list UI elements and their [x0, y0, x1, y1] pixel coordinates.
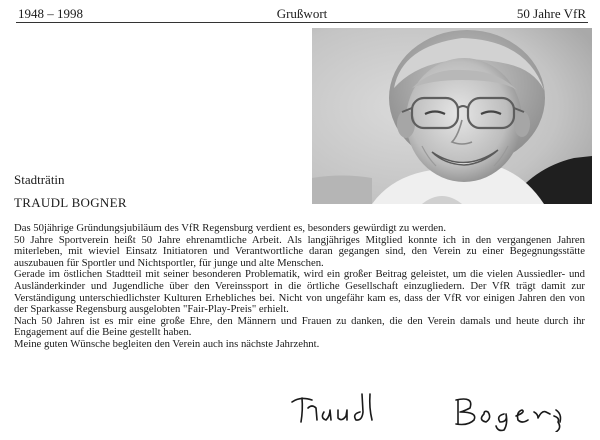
handwritten-signature — [290, 388, 590, 432]
paragraph: Meine guten Wünsche begleiten den Verein auch ins nächste Jahrzehnt. — [14, 337, 320, 350]
paragraph: Das 50jährige Gründungsjubiläum des VfR Regensburg verdient es, besonders gewürdigt zu werden. — [14, 222, 447, 234]
author-role: Stadträtin — [14, 172, 65, 187]
header-anniversary: 50 Jahre VfR — [516, 6, 586, 21]
header-years: 1948 – 1998 — [18, 6, 83, 21]
header-section-title: Grußwort — [276, 6, 328, 21]
paragraph: Nach 50 Jahren ist es mir eine große Ehre, den Männern und Frauen zu danken, die den Verein damals und heute durch ihr Engagement auf die Beine gestellt haben. — [14, 314, 585, 339]
paragraph: 50 Jahre Sportverein heißt 50 Jahre ehrenamtliche Arbeit. Als langjähriges Mitglied konnte ich in den vergangenen Jahren miterleben, mit wieviel Einsatz Initiatoren und Verantwortliche daran gegangen sind, den Verein zu einer Begegnungsstätte auszubauen für Sportler und Nichtsportler, für junge und alte Menschen. — [14, 233, 585, 269]
signature-image — [290, 388, 590, 432]
portrait-image — [312, 28, 592, 204]
paragraph: Gerade im östlichen Stadtteil mit seiner besonderen Problematik, wird ein großer Beitrag geleistet, um die vielen Aussiedler- und Ausländerkinder und Jugendliche über den Vereinssport in die örtliche Gesellschaft einzugliedern. Der VfR trägt damit zur Verständigung unterschiedlichster Kulturen Erhebliches bei. Nicht von ungefähr kam es, dass der VfR vor einigen Jahren den von der Sparkasse Regensburg ausgelobten "Fair-Play-Preis" erhielt. — [14, 268, 585, 316]
portrait-photo — [312, 28, 592, 204]
greeting-text — [14, 223, 585, 351]
author-name: TRAUDL BOGNER — [14, 195, 127, 210]
header-divider — [16, 22, 588, 23]
